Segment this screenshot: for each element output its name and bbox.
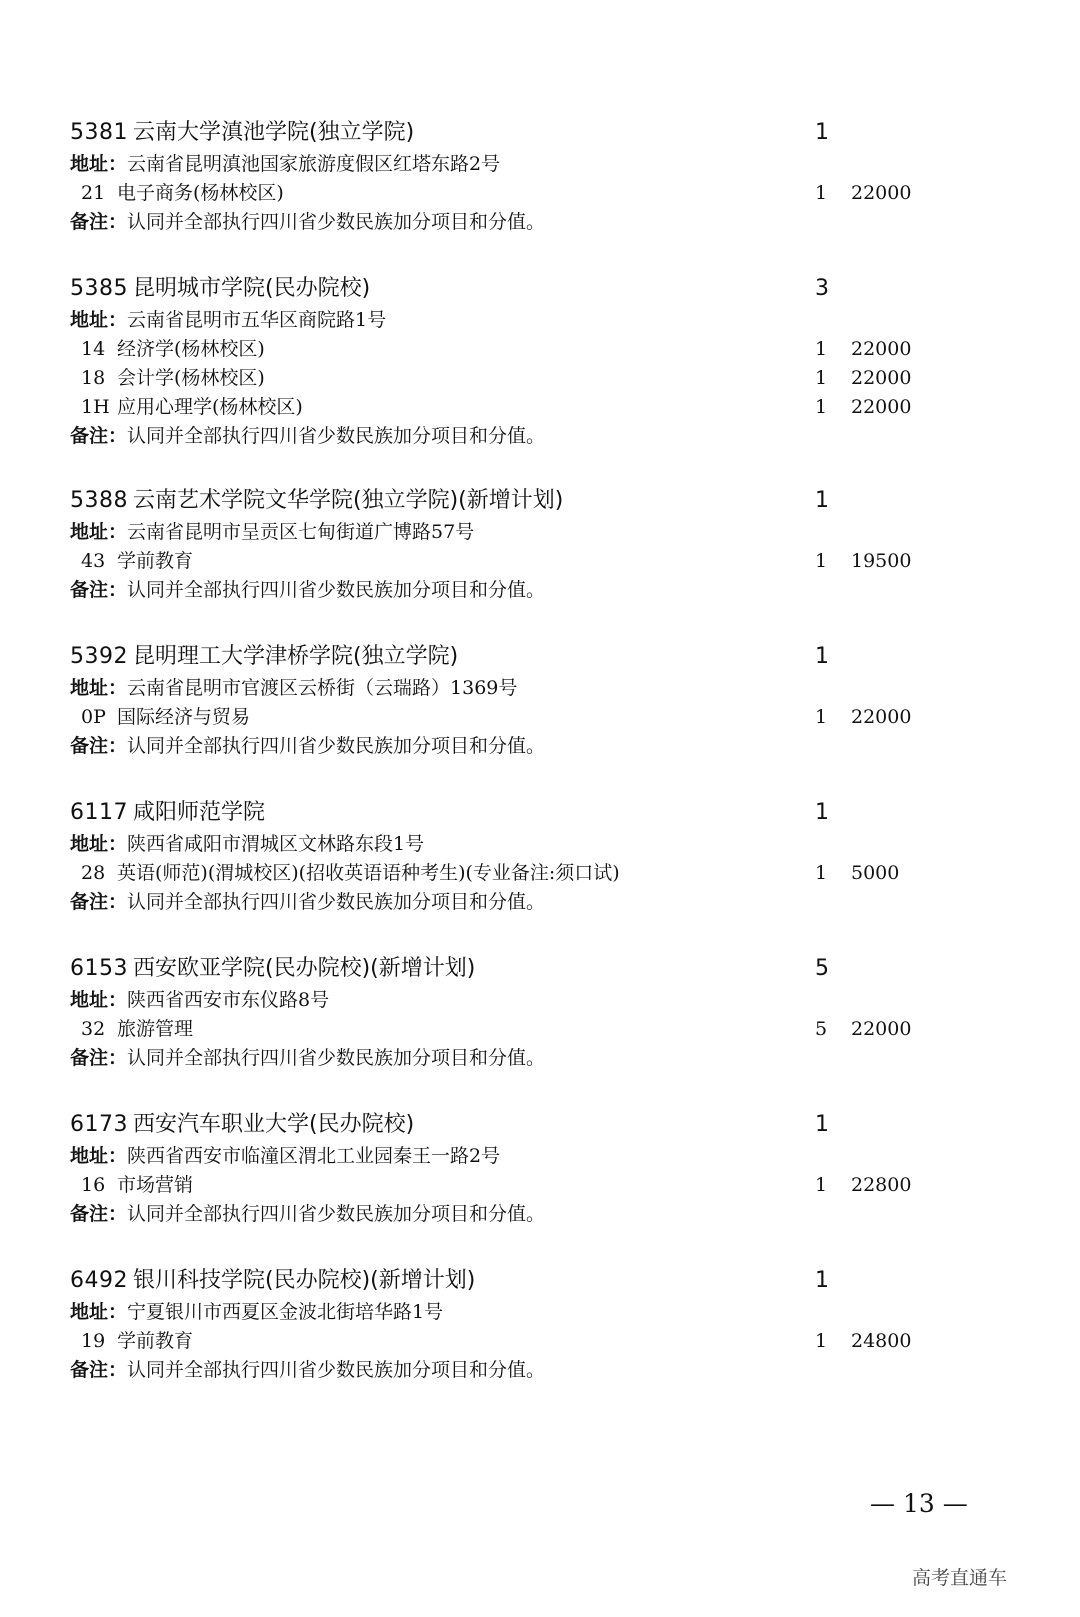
major-name: 经济学(杨林校区)	[117, 338, 265, 360]
school-header	[70, 796, 1030, 830]
school-plan-count: 1	[815, 488, 829, 513]
school-entry	[70, 484, 1030, 605]
school-plan-count: 1	[815, 120, 829, 145]
school-name: 银川科技学院(民办院校)(新增计划)	[133, 1268, 476, 1293]
school-address	[70, 674, 1030, 703]
school-header	[70, 272, 1030, 306]
school-address	[70, 1298, 1030, 1327]
major-row	[70, 364, 1030, 393]
major-name: 市场营销	[117, 1174, 194, 1196]
school-name: 西安汽车职业大学(民办院校)	[133, 1112, 415, 1137]
school-address	[70, 306, 1030, 335]
major-name: 英语(师范)(渭城校区)(招收英语语种考生)(专业备注:须口试)	[117, 862, 620, 884]
school-code: 6173	[70, 1112, 128, 1137]
major-row	[70, 547, 1030, 576]
note-label: 备注：	[70, 425, 128, 447]
note-text: 认同并全部执行四川省少数民族加分项目和分值。	[127, 425, 546, 447]
major-row	[70, 335, 1030, 364]
school-entry	[70, 116, 1030, 237]
major-tuition: 22000	[851, 706, 912, 728]
school-note	[70, 1356, 1030, 1385]
address-label: 地址：	[70, 309, 128, 331]
school-note	[70, 1200, 1030, 1229]
school-entry	[70, 952, 1030, 1073]
school-note	[70, 1044, 1030, 1073]
major-code: 28	[81, 862, 106, 884]
major-tuition: 24800	[851, 1330, 912, 1352]
address-text: 宁夏银川市西夏区金波北街培华路1号	[127, 1301, 444, 1323]
major-plan-count: 1	[815, 550, 828, 572]
school-header	[70, 952, 1030, 986]
school-note	[70, 576, 1030, 605]
note-text: 认同并全部执行四川省少数民族加分项目和分值。	[127, 1359, 546, 1381]
major-tuition: 22000	[851, 338, 912, 360]
address-text: 陕西省西安市东仪路8号	[127, 989, 330, 1011]
school-name: 昆明城市学院(民办院校)	[133, 276, 371, 301]
school-code: 6117	[70, 800, 128, 825]
address-text: 陕西省西安市临潼区渭北工业园秦王一路2号	[127, 1145, 501, 1167]
school-note	[70, 732, 1030, 761]
major-row	[70, 703, 1030, 732]
major-name: 学前教育	[117, 550, 194, 572]
school-code: 5385	[70, 276, 128, 301]
note-label: 备注：	[70, 1359, 128, 1381]
school-header	[70, 1108, 1030, 1142]
school-header	[70, 640, 1030, 674]
school-entry	[70, 1264, 1030, 1385]
note-text: 认同并全部执行四川省少数民族加分项目和分值。	[127, 579, 546, 601]
school-plan-count: 3	[815, 276, 829, 301]
address-text: 云南省昆明市五华区商院路1号	[127, 309, 387, 331]
major-code: 32	[81, 1018, 106, 1040]
major-row	[70, 179, 1030, 208]
major-tuition: 19500	[851, 550, 912, 572]
school-code: 5388	[70, 488, 128, 513]
major-code: 16	[81, 1174, 106, 1196]
major-name: 应用心理学(杨林校区)	[117, 396, 303, 418]
address-text: 陕西省咸阳市渭城区文林路东段1号	[127, 833, 425, 855]
major-code: 21	[81, 182, 106, 204]
school-address	[70, 830, 1030, 859]
school-note	[70, 208, 1030, 237]
major-plan-count: 1	[815, 396, 828, 418]
address-label: 地址：	[70, 153, 128, 175]
major-code: 18	[81, 367, 106, 389]
major-plan-count: 1	[815, 862, 828, 884]
school-name: 昆明理工大学津桥学院(独立学院)	[133, 644, 459, 669]
school-plan-count: 5	[815, 956, 829, 981]
note-text: 认同并全部执行四川省少数民族加分项目和分值。	[127, 891, 546, 913]
major-tuition: 22800	[851, 1174, 912, 1196]
major-plan-count: 1	[815, 1174, 828, 1196]
note-text: 认同并全部执行四川省少数民族加分项目和分值。	[127, 735, 546, 757]
address-label: 地址：	[70, 677, 128, 699]
note-text: 认同并全部执行四川省少数民族加分项目和分值。	[127, 1203, 546, 1225]
school-name: 西安欧亚学院(民办院校)(新增计划)	[133, 956, 476, 981]
note-label: 备注：	[70, 211, 128, 233]
school-entry	[70, 272, 1030, 451]
note-text: 认同并全部执行四川省少数民族加分项目和分值。	[127, 1047, 546, 1069]
major-plan-count: 1	[815, 182, 828, 204]
note-label: 备注：	[70, 1203, 128, 1225]
major-tuition: 22000	[851, 367, 912, 389]
major-plan-count: 1	[815, 706, 828, 728]
school-name: 云南大学滇池学院(独立学院)	[133, 120, 415, 145]
school-address	[70, 150, 1030, 179]
major-tuition: 22000	[851, 182, 912, 204]
school-address	[70, 1142, 1030, 1171]
major-plan-count: 1	[815, 338, 828, 360]
note-label: 备注：	[70, 1047, 128, 1069]
school-name: 云南艺术学院文华学院(独立学院)(新增计划)	[133, 488, 564, 513]
major-name: 会计学(杨林校区)	[117, 367, 265, 389]
major-plan-count: 1	[815, 367, 828, 389]
school-plan-count: 1	[815, 1268, 829, 1293]
school-code: 6153	[70, 956, 128, 981]
school-plan-count: 1	[815, 644, 829, 669]
address-text: 云南省昆明市官渡区云桥街（云瑞路）1369号	[127, 677, 518, 699]
school-address	[70, 986, 1030, 1015]
major-name: 国际经济与贸易	[117, 706, 251, 728]
school-code: 5392	[70, 644, 128, 669]
watermark-text: 高考直通车	[912, 1567, 1008, 1589]
school-plan-count: 1	[815, 1112, 829, 1137]
note-label: 备注：	[70, 579, 128, 601]
major-code: 0P	[81, 706, 106, 728]
address-text: 云南省昆明滇池国家旅游度假区红塔东路2号	[127, 153, 501, 175]
major-code: 19	[81, 1330, 106, 1352]
major-code: 1H	[81, 396, 110, 418]
major-code: 14	[81, 338, 106, 360]
school-entry	[70, 1108, 1030, 1229]
address-label: 地址：	[70, 989, 128, 1011]
major-tuition: 5000	[851, 862, 900, 884]
major-row	[70, 1327, 1030, 1356]
major-name: 电子商务(杨林校区)	[117, 182, 284, 204]
address-label: 地址：	[70, 1301, 128, 1323]
major-row	[70, 859, 1030, 888]
school-entry	[70, 796, 1030, 917]
major-row	[70, 1171, 1030, 1200]
address-label: 地址：	[70, 1145, 128, 1167]
school-name: 咸阳师范学院	[133, 800, 266, 825]
school-entry	[70, 640, 1030, 761]
major-code: 43	[81, 550, 106, 572]
major-plan-count: 1	[815, 1330, 828, 1352]
major-name: 旅游管理	[117, 1018, 194, 1040]
major-plan-count: 5	[815, 1018, 828, 1040]
school-header	[70, 1264, 1030, 1298]
page-number: — 13 —	[870, 1489, 968, 1518]
school-plan-count: 1	[815, 800, 829, 825]
address-label: 地址：	[70, 833, 128, 855]
major-row	[70, 1015, 1030, 1044]
major-tuition: 22000	[851, 396, 912, 418]
note-text: 认同并全部执行四川省少数民族加分项目和分值。	[127, 211, 546, 233]
note-label: 备注：	[70, 891, 128, 913]
school-header	[70, 116, 1030, 150]
address-label: 地址：	[70, 521, 128, 543]
school-note	[70, 888, 1030, 917]
address-text: 云南省昆明市呈贡区七甸街道广博路57号	[127, 521, 475, 543]
school-code: 5381	[70, 120, 128, 145]
major-row	[70, 393, 1030, 422]
major-name: 学前教育	[117, 1330, 194, 1352]
school-address	[70, 518, 1030, 547]
school-code: 6492	[70, 1268, 128, 1293]
major-tuition: 22000	[851, 1018, 912, 1040]
note-label: 备注：	[70, 735, 128, 757]
school-note	[70, 422, 1030, 451]
school-header	[70, 484, 1030, 518]
